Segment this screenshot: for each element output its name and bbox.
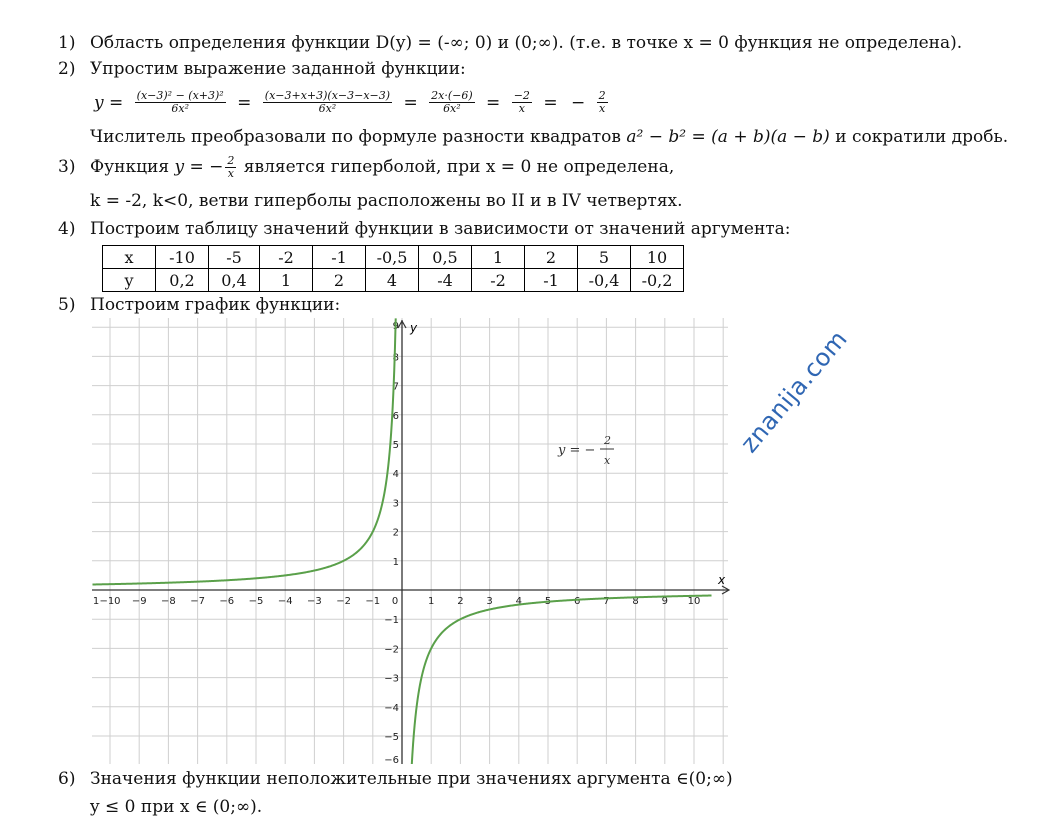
y-tick-label: 3 [392,498,399,510]
table-header-x: x [103,246,156,269]
x-tick-label: −7 [190,596,205,607]
item-text: Упростим выражение заданной функции: [90,59,466,79]
table-cell: 1 [472,246,525,269]
annotation-text: x [604,454,611,467]
item-text: Функция y = − $\frac{2}{x}$ является гиперболой, при x = 0 не определена, [90,154,675,180]
y-tick-label: −1 [384,615,399,627]
x-axis-label: x [718,573,726,587]
fraction: $\frac{\text{(x−3)² − (x+3)²}}{\text{6x²}}$ [136,89,224,115]
table-cell: 4 [366,269,419,292]
table-cell: 1 [260,269,313,292]
values-table [102,245,684,292]
x-tick-label: −3 [307,596,322,607]
y-tick-label: 6 [392,410,399,422]
item-text-line2: y ≤ 0 при x ∈ (0;∞). [90,797,263,817]
x-tick-label: −5 [248,596,264,607]
table-cell: -0,4 [578,269,631,292]
x-tick-label: −6 [219,596,235,607]
table-cell: -1 [525,269,578,292]
table-cell: -5 [209,246,260,269]
item-text: Область определения функции D(y) = (-∞; 0) и (0;∞). (т.е. в точке x = 0 функция не определена). [90,33,963,53]
item-text: Значения функции неположительные при значениях аргумента ∈(0;∞) [90,769,733,789]
y-tick-label: −2 [384,644,399,656]
item-text-line2: k = -2, k<0, ветви гиперболы расположены во II и в IV четвертях. [90,191,683,211]
y-tick-label: 1 [392,556,399,568]
fraction: $\frac{-2}{x}$ [513,89,530,115]
x-tick-label: −4 [277,596,293,607]
y-tick-label: 5 [392,440,399,451]
x-tick-label: 5 [544,596,552,607]
y-tick-label: 8 [392,352,399,364]
table-cell: 2 [525,246,578,269]
x-tick-label: 10 [687,596,701,607]
y-tick-label: 9 [392,321,399,332]
table-cell: -10 [156,246,209,269]
x-tick-label: 6 [574,596,581,607]
x-tick-label: 4 [515,596,522,607]
watermark-logo: znanija.com [735,324,853,458]
x-tick-label: −9 [131,596,147,607]
x-tick-label: −2 [336,596,351,607]
x-tick-label: −8 [161,596,176,607]
formula-note: Числитель преобразовали по формуле разности квадратов a² − b² = (a + b)(a − b) и сократили дробь. [90,127,1009,147]
identity-formula: a² − b² = (a + b)(a − b) [626,127,830,147]
annotation-text: 2 [604,434,611,447]
y-tick-label: 2 [392,527,399,539]
table-cell: -0,2 [631,269,684,292]
y-tick-label: −6 [384,755,399,764]
y-tick-label: −3 [384,673,399,685]
x-tick-label: 8 [632,596,639,607]
x-tick-label: 0 [391,596,399,607]
curve-branch-right [409,596,712,764]
table-cell: -1 [313,246,366,269]
x-tick-label: 2 [457,596,464,607]
table-cell: -4 [419,269,472,292]
table-row-y [103,269,684,292]
annotation-text: y = − [558,443,596,458]
table-cell: 0,4 [209,269,260,292]
function-annotation [557,434,614,467]
y-tick-label: 4 [392,469,399,481]
fraction: $\frac{2}{x}$ [227,154,235,180]
y-tick-label: −5 [384,732,399,743]
item-number: 1) [58,33,76,53]
table-cell: 2 [313,269,366,292]
item-number: 4) [58,219,76,239]
item-number: 6) [58,769,76,789]
item-number: 3) [58,157,76,177]
fraction: $\frac{2x\cdot(-6)}{\text{6x²}}$ [431,89,473,115]
y-tick-label: 7 [392,381,399,393]
item-number: 5) [58,295,76,315]
x-tick-label: 9 [661,596,668,607]
function-graph [92,318,732,764]
table-cell: 5 [578,246,631,269]
y-axis-label: y [410,321,418,335]
x-tick-label: 1 [428,596,435,607]
table-cell: -0,5 [366,246,419,269]
x-tick-label: 3 [486,596,493,607]
x-tick-label: −1 [365,596,381,607]
table-cell: -2 [472,269,525,292]
curve-branch-left [92,318,395,584]
x-tick-label: −10 [99,596,121,607]
fraction: $\frac{(x-3+x+3)(x-3-x-3)}{\text{6x²}}$ [264,89,391,115]
table-cell: 10 [631,246,684,269]
item-number: 2) [58,59,76,79]
y-tick-label: −4 [384,702,399,714]
table-header-y: y [103,269,156,292]
item-text: Построим таблицу значений функции в зависимости от значений аргумента: [90,219,791,239]
fraction: $\frac{2}{x}$ [598,89,606,115]
x-tick-label: 1 [92,596,100,607]
formula-lhs: y = [94,92,124,113]
table-cell: 0,2 [156,269,209,292]
table-row-x [103,246,684,269]
item-text: Построим график функции: [90,295,341,315]
formula: y = $\frac{\text{(x−3)² − (x+3)²}}{\text{6x²}}$ = $\frac{(x-3+x+3)(x-3-x-3)}{\text{6x²}}$ = $\frac{2x\cdot(-6)}{\text{6x²}}$ = $\frac{-2}{x}$ = − $\frac{2}{x}$ [90,84,610,120]
table-cell: -2 [260,246,313,269]
table-cell: 0,5 [419,246,472,269]
x-tick-label: 7 [603,596,610,607]
